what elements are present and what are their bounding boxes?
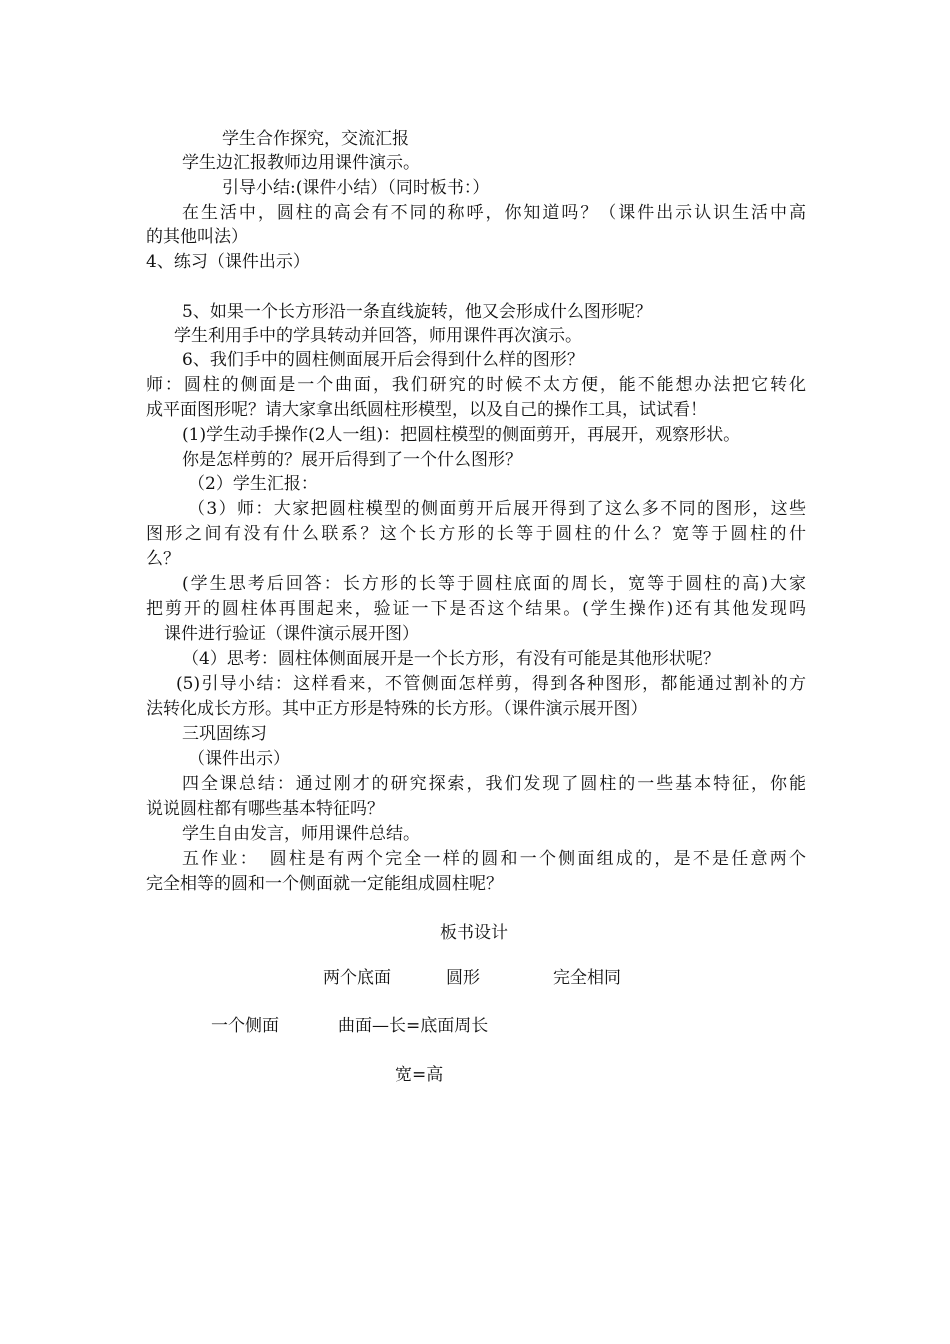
text-line: 学生利用手中的学具转动并回答，师用课件再次演示。 (174, 326, 582, 346)
text-line: （课件出示） (188, 749, 290, 769)
section-heading: 三巩固练习 (182, 724, 267, 744)
board-cell: 一个侧面 (211, 1016, 279, 1036)
text-line: (1)学生动手操作(2人一组)：把圆柱模型的侧面剪开，再展开，观察形状。 (182, 425, 741, 445)
text-line: 完全相等的圆和一个侧面就一定能组成圆柱呢？ (146, 874, 503, 894)
board-cell: 宽=高 (395, 1065, 444, 1085)
text-line: 图形之间有没有什么联系？这个长方形的长等于圆柱的什么？宽等于圆柱的什 (146, 524, 806, 544)
text-line: 在生活中，圆柱的高会有不同的称呼，你知道吗？（课件出示认识生活中高 (182, 203, 806, 223)
text-line: （2）学生汇报： (188, 474, 318, 494)
text-line: 你是怎样剪的？展开后得到了一个什么图形？ (182, 450, 522, 470)
text-line: 学生自由发言，师用课件总结。 (182, 824, 420, 844)
text-line: 把剪开的圆柱体再围起来，验证一下是否这个结果。(学生操作)还有其他发现吗 (146, 599, 806, 619)
text-line: 5、如果一个长方形沿一条直线旋转，他又会形成什么图形呢？ (182, 302, 652, 322)
text-line: （3）师：大家把圆柱模型的侧面剪开后展开得到了这么多不同的图形，这些 (188, 499, 806, 519)
text-line: 说说圆柱都有哪些基本特征吗？ (146, 799, 384, 819)
board-cell: 曲面—长=底面周长 (338, 1016, 489, 1036)
text-line: 引导小结:(课件小结）（同时板书：） (222, 178, 490, 198)
text-line: 四全课总结：通过刚才的研究探索，我们发现了圆柱的一些基本特征，你能 (182, 774, 806, 794)
text-line: （4）思考：圆柱体侧面展开是一个长方形，有没有可能是其他形状呢？ (182, 649, 720, 669)
text-line: 法转化成长方形。其中正方形是特殊的长方形。（课件演示展开图） (146, 699, 648, 719)
text-line: 五作业： 圆柱是有两个完全一样的圆和一个侧面组成的，是不是任意两个 (182, 849, 806, 869)
text-line: 成平面图形呢？请大家拿出纸圆柱形模型，以及自己的操作工具，试试看！ (146, 400, 707, 420)
board-cell: 完全相同 (553, 968, 621, 988)
text-line: 么？ (146, 549, 180, 569)
text-line: 6、我们手中的圆柱侧面展开后会得到什么样的图形？ (182, 350, 584, 370)
board-cell: 两个底面 (323, 968, 391, 988)
text-line: 课件进行验证（课件演示展开图） (164, 624, 419, 644)
text-line: 学生合作探究，交流汇报 (222, 129, 409, 149)
board-design-title: 板书设计 (440, 923, 508, 943)
text-line: 学生边汇报教师边用课件演示。 (182, 153, 420, 173)
text-line: (5)引导小结：这样看来，不管侧面怎样剪，得到各种图形，都能通过割补的方 (176, 674, 806, 694)
text-line: (学生思考后回答：长方形的长等于圆柱底面的周长，宽等于圆柱的高)大家 (182, 574, 806, 594)
text-line: 的其他叫法） (146, 227, 248, 247)
board-cell: 圆形 (446, 968, 480, 988)
section-heading: 4、练习（课件出示） (146, 252, 310, 272)
text-line: 师：圆柱的侧面是一个曲面，我们研究的时候不太方便，能不能想办法把它转化 (146, 375, 806, 395)
